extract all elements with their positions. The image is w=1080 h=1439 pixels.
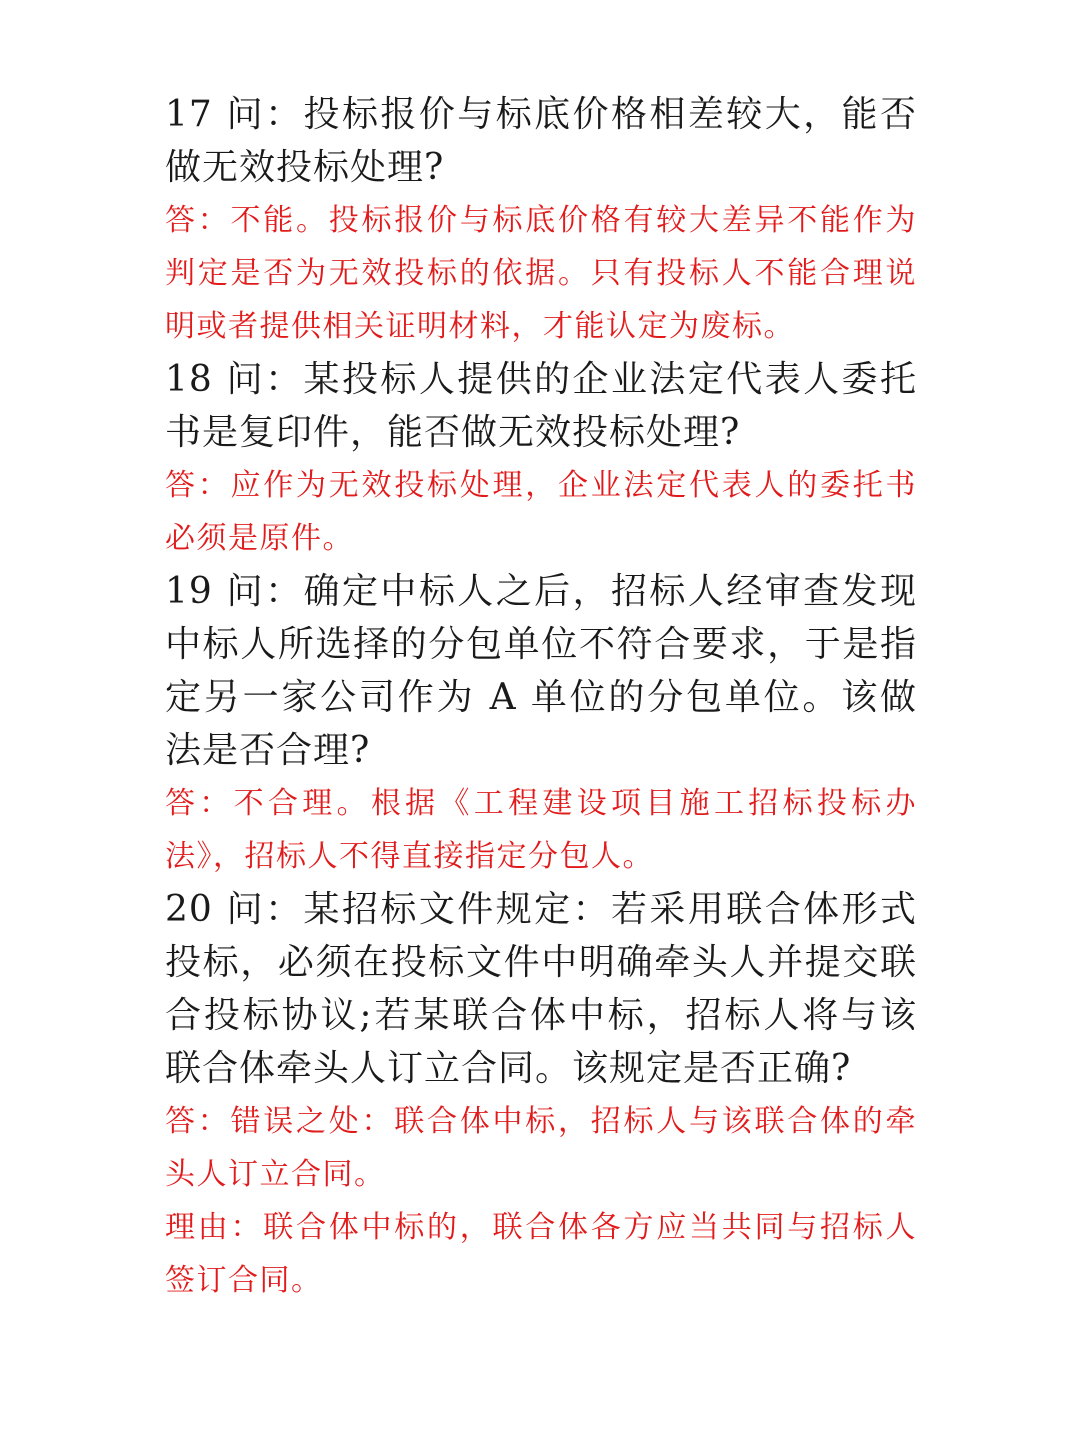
qa-item-19 xyxy=(165,565,917,883)
reason-20: 理由：联合体中标的，联合体各方应当共同与招标人签订合同。 xyxy=(165,1210,917,1298)
answer-19: 答：不合理。根据《工程建设项目施工招标投标办法》，招标人不得直接指定分包人。 xyxy=(165,786,917,874)
qa-item-18 xyxy=(165,353,917,565)
question-20: 20 问：某招标文件规定：若采用联合体形式投标，必须在投标文件中明确牵头人并提交联合投标协议;若某联合体中标，招标人将与该联合体牵头人订立合同。该规定是否正确? xyxy=(165,889,917,1089)
qa-item-17 xyxy=(165,88,917,353)
answer-18: 答：应作为无效投标处理，企业法定代表人的委托书必须是原件。 xyxy=(165,468,917,556)
answer-20: 答：错误之处：联合体中标，招标人与该联合体的牵头人订立合同。 xyxy=(165,1104,917,1192)
question-19: 19 问：确定中标人之后，招标人经审查发现中标人所选择的分包单位不符合要求，于是指定另一家公司作为 A 单位的分包单位。该做法是否合理? xyxy=(165,571,917,771)
qa-document xyxy=(165,88,917,1307)
qa-item-20 xyxy=(165,883,917,1307)
question-17: 17 问：投标报价与标底价格相差较大，能否做无效投标处理? xyxy=(165,94,917,188)
answer-17: 答：不能。投标报价与标底价格有较大差异不能作为判定是否为无效投标的依据。只有投标人不能合理说明或者提供相关证明材料，才能认定为废标。 xyxy=(165,203,917,344)
question-18: 18 问：某投标人提供的企业法定代表人委托书是复印件，能否做无效投标处理? xyxy=(165,359,917,453)
